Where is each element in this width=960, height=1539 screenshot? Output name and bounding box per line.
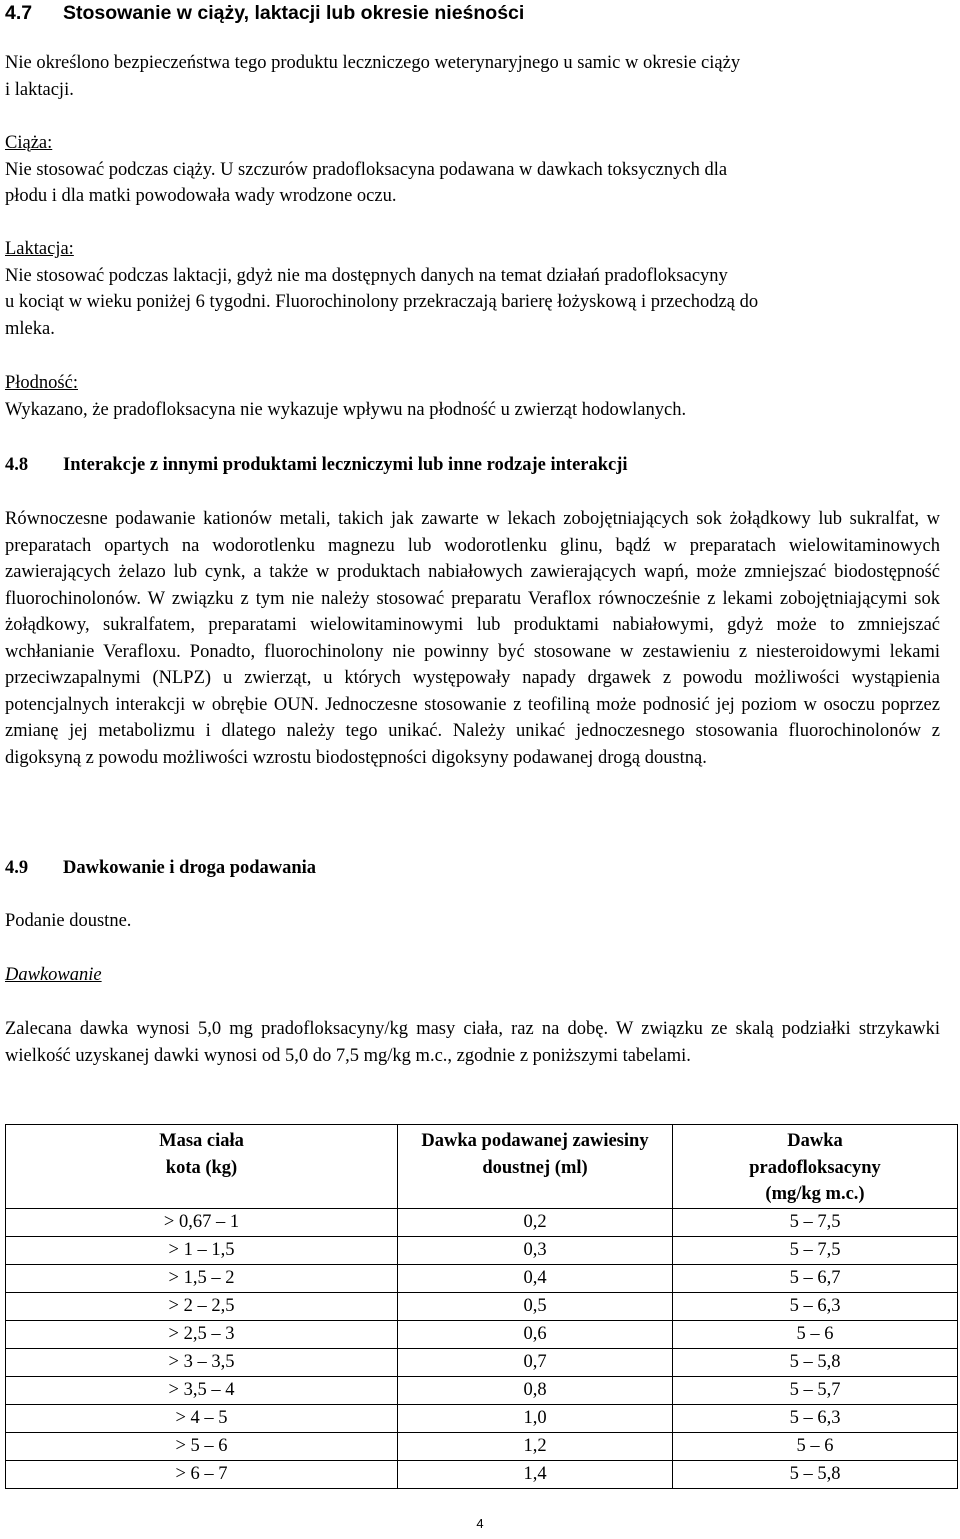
table-cell: 5 – 5,7 — [673, 1377, 958, 1405]
table-cell: > 5 – 6 — [6, 1433, 398, 1461]
intro-line-1: Nie określono bezpieczeństwa tego produktu leczniczego weterynaryjnego u samic w okresie ciąży — [5, 53, 741, 73]
dose-paragraph: Zalecana dawka wynosi 5,0 mg pradofloksacyny/kg masy ciała, raz na dobę. W związku ze skalą podziałki strzykawki wielkość uzyskanej dawki wynosi od 5,0 do 7,5 mg/kg m.c., zgodnie z poniższymi tabelami. — [5, 1019, 940, 1066]
lactation-line-1: Nie stosować podczas laktacji, gdyż nie ma dostępnych danych na temat działań pradofloksacyny — [5, 265, 728, 286]
table-cell: 0,5 — [398, 1293, 673, 1321]
section-number: 4.9 — [5, 858, 29, 878]
table-cell: 5 – 5,8 — [673, 1349, 958, 1377]
table-cell: 1,0 — [398, 1405, 673, 1433]
table-header-row — [6, 1125, 958, 1209]
table-cell: > 3,5 – 4 — [6, 1377, 398, 1405]
table-cell: 0,4 — [398, 1265, 673, 1293]
table-cell: > 1,5 – 2 — [6, 1265, 398, 1293]
table-cell: > 2 – 2,5 — [6, 1293, 398, 1321]
pregnancy-label: Ciąża: — [5, 133, 53, 153]
interactions-paragraph: Równoczesne podawanie kationów metali, takich jak zawarte w lekach zobojętniających sok żołądkowy lub sukralfat, w preparatach opartych na wodorotlenku magnezu lub wodorotlenku glinu, bądź w preparatach wielowitaminowych zawierających żelazo lub cynk, a także w produktach nabiałowych zawierających wapń, może zmniejszać biodostępność fluorochinolonów. W związku z tym nie należy stosować preparatu Veraflox równocześnie z lekami zobojętniającymi sok żołądkowy, sukralfatem, preparatami wielowitaminowymi lub produktami nabiałowymi, gdyż może to zmniejszać wchłanianie Verafloxu. Ponadto, fluorochinolony nie powinny być stosowane w zestawieniu z niesteroidowymi lekami przeciwzapalnymi (NLPZ) u zwierząt, u których występowały napady drgawek z powodu możliwości wystąpienia potencjalnych interakcji w obrębie OUN. Jednoczesne stosowanie z teofiliną może podnosić jej poziom w osoczu poprzez zmianę jej metabolizmu i dlatego należy tego unikać. Należy unikać jednoczesnego stosowania fluorochinolonów z digoksyną z powodu możliwości wzrostu biodostępności digoksyny podawanej drogą doustną. — [5, 509, 940, 768]
fertility-text: Wykazano, że pradofloksacyna nie wykazuje wpływu na płodność u zwierząt hodowlanych. — [5, 399, 687, 420]
section-number: 4.8 — [5, 455, 29, 475]
table-cell: 5 – 6,3 — [673, 1293, 958, 1321]
fertility-label: Płodność: — [5, 373, 78, 393]
table-cell: 1,2 — [398, 1433, 673, 1461]
table-row — [6, 1461, 958, 1489]
pregnancy-block — [5, 130, 727, 210]
dosage-label: Dawkowanie — [5, 965, 102, 985]
table-cell: 0,7 — [398, 1349, 673, 1377]
table-row — [6, 1405, 958, 1433]
table-row — [6, 1209, 958, 1237]
header-pradofloxacin-dose: Dawka pradofloksacyny (mg/kg m.c.) — [673, 1125, 958, 1209]
table-row — [6, 1237, 958, 1265]
pregnancy-line-1: Nie stosować podczas ciąży. U szczurów pradofloksacyna podawana w dawkach toksycznych dla — [5, 159, 728, 180]
table-row — [6, 1377, 958, 1405]
header-suspension-dose: Dawka podawanej zawiesiny doustnej (ml) — [398, 1125, 673, 1209]
table-row — [6, 1349, 958, 1377]
fertility-block — [5, 370, 686, 423]
table-body — [6, 1209, 958, 1489]
section-title: Stosowanie w ciąży, laktacji lub okresie nieśności — [63, 2, 525, 24]
lactation-label: Laktacja: — [5, 239, 74, 259]
table-cell: 1,4 — [398, 1461, 673, 1489]
table-cell: > 3 – 3,5 — [6, 1349, 398, 1377]
table-cell: 5 – 6,7 — [673, 1265, 958, 1293]
table-cell: 5 – 7,5 — [673, 1237, 958, 1265]
intro-line-2: i laktacji. — [5, 79, 74, 100]
table-cell: 5 – 6 — [673, 1433, 958, 1461]
table-row — [6, 1293, 958, 1321]
section-4-9-heading — [5, 855, 316, 882]
table-cell: > 1 – 1,5 — [6, 1237, 398, 1265]
pregnancy-intro — [5, 50, 740, 103]
page-number: 4 — [476, 1516, 484, 1531]
table-cell: > 6 – 7 — [6, 1461, 398, 1489]
header-weight: Masa ciała kota (kg) — [6, 1125, 398, 1209]
table-cell: 5 – 6 — [673, 1321, 958, 1349]
table-cell: 0,3 — [398, 1237, 673, 1265]
dosage-table — [5, 1124, 958, 1489]
section-number: 4.7 — [5, 2, 33, 24]
section-4-7-heading — [5, 0, 524, 27]
section-4-8-heading — [5, 452, 628, 479]
table-cell: > 0,67 – 1 — [6, 1209, 398, 1237]
table-row — [6, 1265, 958, 1293]
table-cell: > 4 – 5 — [6, 1405, 398, 1433]
lactation-block — [5, 236, 758, 342]
lactation-line-2: u kociąt w wieku poniżej 6 tygodni. Fluorochinolony przekraczają barierę łożyskową i przechodzą do — [5, 292, 759, 312]
section-title: Dawkowanie i droga podawania — [63, 858, 317, 878]
table-row — [6, 1433, 958, 1461]
table-cell: > 2,5 – 3 — [6, 1321, 398, 1349]
lactation-line-3: mleka. — [5, 318, 55, 339]
pregnancy-line-2: płodu i dla matki powodowała wady wrodzone oczu. — [5, 186, 397, 206]
table-cell: 5 – 5,8 — [673, 1461, 958, 1489]
table-cell: 0,2 — [398, 1209, 673, 1237]
table-cell: 5 – 6,3 — [673, 1405, 958, 1433]
table-cell: 5 – 7,5 — [673, 1209, 958, 1237]
route-text: Podanie doustne. — [5, 911, 132, 931]
table-cell: 0,8 — [398, 1377, 673, 1405]
table-row — [6, 1321, 958, 1349]
section-title: Interakcje z innymi produktami leczniczymi lub inne rodzaje interakcji — [63, 455, 628, 475]
table-cell: 0,6 — [398, 1321, 673, 1349]
